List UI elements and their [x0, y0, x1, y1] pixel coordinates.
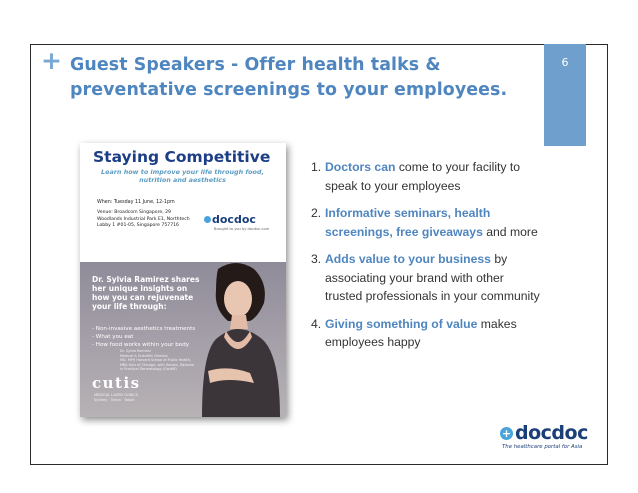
flyer-speaker-text: Dr. Sylvia Ramirez shares her unique insights on how you can rejuvenate your life through: [92, 275, 200, 311]
speaker-photo [188, 261, 286, 417]
docdoc-logo [500, 423, 598, 455]
list-highlight: Giving something of value [325, 316, 478, 331]
plus-icon: + [41, 46, 62, 75]
list-highlight: Adds value to your business [325, 252, 491, 266]
flyer-title: Staying Competitive [93, 148, 271, 166]
flyer-bullets: - Non-invasive aesthetics treatments - What you eat - How food works within your body [92, 326, 196, 348]
list-number: 1. [311, 160, 322, 174]
logo-tagline: The healthcare portal for Asia [502, 444, 583, 450]
flyer-logo-tagline: Brought to you by docdoc.com [214, 227, 270, 231]
flyer-logo [204, 213, 256, 226]
page-number: 6 [561, 56, 569, 69]
list-highlight: Doctors can [325, 160, 399, 174]
flyer-when: When: Tuesday 11 June, 12-1pm [97, 200, 175, 205]
flyer-logo-word: docdoc [212, 213, 256, 226]
list-item [311, 204, 541, 241]
list-number: 2. [311, 206, 322, 220]
list-item [311, 315, 541, 352]
list-highlight: Informative seminars, health screenings, free giveaways [325, 206, 491, 239]
logo-word: docdoc [515, 422, 588, 444]
list-item [311, 250, 541, 306]
list-text: and more [482, 224, 538, 239]
flyer-brand: cutis [92, 374, 141, 392]
plus-dot-icon: + [501, 427, 512, 440]
flyer-credits: Dr. Sylvia Ramirez Medical & Scientific Director MD, MPH Harvard School of Public Health, MBA Univ of Chicago, with Honors, Diploma in Practical Dermatology (Cardiff) [120, 349, 194, 372]
flyer-brand-sub: MEDICAL LASER CLINICS Sydney · Tokyo · Taipei [94, 393, 139, 402]
flyer-subtitle: Learn how to improve your life through food, nutrition and aesthetics [101, 168, 264, 184]
list-number: 4. [311, 316, 322, 331]
list-number: 3. [311, 252, 322, 266]
list-text: by associating your brand with other trusted professionals in your community [325, 252, 540, 303]
list-item [311, 158, 541, 195]
list-text: makes employees happy [325, 316, 517, 349]
logo-dot-icon [204, 216, 211, 223]
slide-title: Guest Speakers - Offer health talks & preventative screenings to your employees. [70, 55, 508, 100]
event-flyer-image [80, 143, 286, 417]
list-text: come to your facility to speak to your employees [325, 160, 521, 193]
benefits-list [311, 158, 541, 361]
flyer-venue: Venue: Broadcom Singapore, 29 Woodlands Industrial Park E1, Northtech Lobby 1 #01-05, Singapore 757716 [97, 210, 190, 229]
